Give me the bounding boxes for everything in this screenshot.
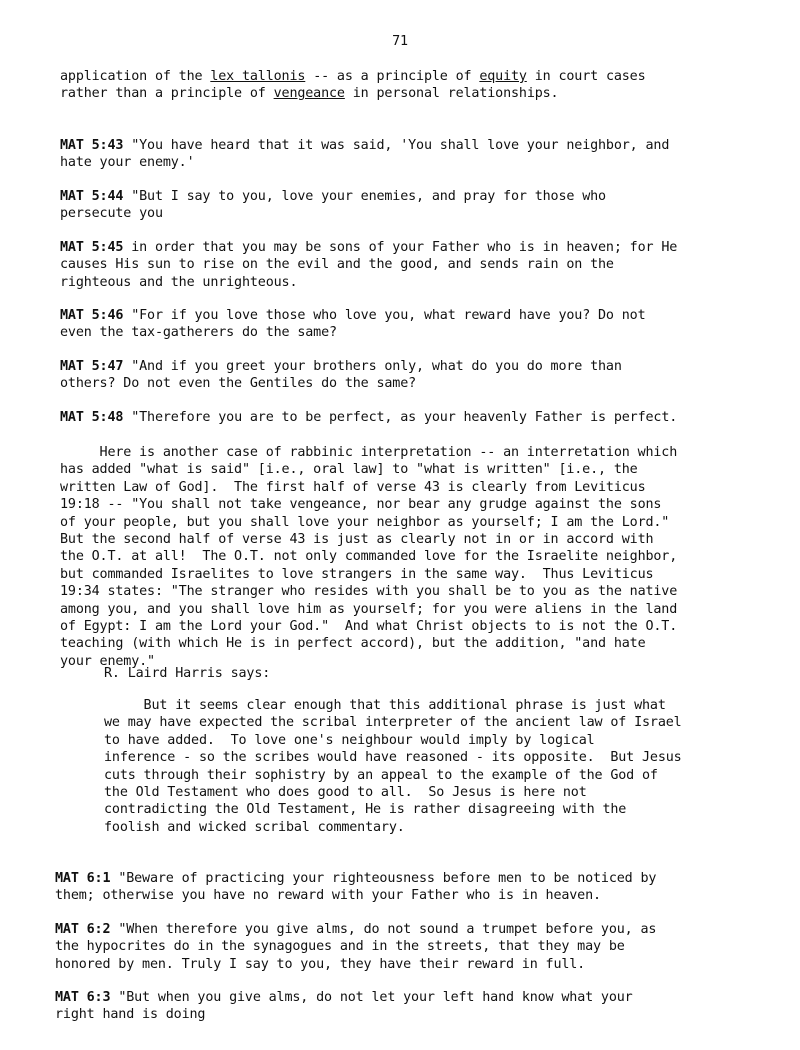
verse-text: righteous and the unrighteous. bbox=[60, 274, 298, 290]
intro-paragraph bbox=[60, 68, 750, 103]
commentary-line: but commanded Israelites to love strangers in the same way. Thus Leviticus bbox=[60, 566, 654, 582]
commentary-line: of your people, but you shall love your neighbor as yourself; I am the Lord." bbox=[60, 514, 670, 530]
commentary-line: the O.T. at all! The O.T. not only commanded love for the Israelite neighbor, bbox=[60, 549, 678, 565]
commentary-line: of Egypt: I am the Lord your God." And what Christ objects to is not the O.T. bbox=[60, 619, 678, 635]
commentary-line: 19:34 states: "The stranger who resides with you shall be to you as the native bbox=[60, 584, 678, 600]
vengeance-term: vengeance bbox=[273, 86, 345, 102]
verse-text: "But when you give alms, do not let your left hand know what your bbox=[118, 990, 633, 1005]
verse-ref: MAT 5:46 bbox=[60, 308, 124, 323]
verse-text: in order that you may be sons of your Father who is in heaven; for He bbox=[131, 240, 678, 255]
verse-ref: MAT 5:44 bbox=[60, 189, 124, 204]
commentary-line: written Law of God]. The first half of verse 43 is clearly from Leviticus bbox=[60, 479, 646, 495]
commentary-paragraph bbox=[60, 444, 750, 670]
verse-ref: MAT 6:1 bbox=[55, 871, 111, 886]
verse-mat-6-3 bbox=[55, 989, 745, 1024]
verse-mat-5-47 bbox=[60, 358, 750, 393]
intro-text: in court cases bbox=[526, 69, 646, 84]
commentary-line: Here is another case of rabbinic interpretation -- an interretation which bbox=[60, 445, 678, 460]
equity-term: equity bbox=[479, 69, 527, 84]
intro-text: application of the bbox=[60, 69, 211, 84]
verse-text: them; otherwise you have no reward with your Father who is in heaven. bbox=[55, 888, 601, 904]
verse-text: persecute you bbox=[60, 206, 163, 222]
intro-text: -- as a principle of bbox=[305, 69, 480, 84]
verse-text: "For if you love those who love you, what reward have you? Do not bbox=[131, 308, 646, 323]
verse-text: others? Do not even the Gentiles do the same? bbox=[60, 376, 417, 392]
verse-ref: MAT 6:3 bbox=[55, 990, 111, 1005]
page-number: 71 bbox=[392, 34, 408, 49]
lex-tallonis-term: lex tallonis bbox=[210, 69, 306, 84]
quote-line: But it seems clear enough that this additional phrase is just what bbox=[104, 698, 666, 713]
commentary-line: teaching (with which He is in perfect accord), but the addition, "and hate bbox=[60, 636, 646, 652]
verse-ref: MAT 5:48 bbox=[60, 410, 124, 425]
verse-mat-5-43 bbox=[60, 137, 750, 172]
verse-mat-6-2 bbox=[55, 921, 745, 973]
quote-line: foolish and wicked scribal commentary. bbox=[104, 819, 405, 835]
verse-text: right hand is doing bbox=[55, 1007, 206, 1023]
verse-mat-5-48 bbox=[60, 409, 750, 426]
harris-attribution: R. Laird Harris says: bbox=[104, 666, 271, 681]
quote-line: we may have expected the scribal interpreter of the ancient law of Israel bbox=[104, 715, 682, 731]
verse-mat-6-1 bbox=[55, 870, 745, 905]
verse-text: hate your enemy.' bbox=[60, 155, 195, 171]
commentary-line: your enemy." bbox=[60, 653, 155, 669]
verse-ref: MAT 5:43 bbox=[60, 138, 124, 153]
intro-line-1 bbox=[60, 68, 750, 85]
verse-text: even the tax-gatherers do the same? bbox=[60, 325, 337, 341]
commentary-line: But the second half of verse 43 is just as clearly not in or in accord with bbox=[60, 532, 654, 548]
verse-text: honored by men. Truly I say to you, they have their reward in full. bbox=[55, 956, 586, 972]
verse-ref: MAT 5:47 bbox=[60, 359, 124, 374]
verse-text: causes His sun to rise on the evil and the good, and sends rain on the bbox=[60, 257, 614, 273]
verse-text: "You have heard that it was said, 'You shall love your neighbor, and bbox=[131, 138, 670, 153]
commentary-line: has added "what is said" [i.e., oral law] to "what is written" [i.e., the bbox=[60, 462, 638, 478]
block-quote bbox=[104, 697, 744, 836]
quote-line: contradicting the Old Testament, He is rather disagreeing with the bbox=[104, 802, 627, 818]
intro-line-2 bbox=[60, 85, 750, 102]
verse-mat-5-45 bbox=[60, 239, 750, 291]
intro-text: rather than a principle of bbox=[60, 86, 274, 102]
verse-ref: MAT 5:45 bbox=[60, 240, 124, 255]
quote-line: the Old Testament who does good to all. So Jesus is here not bbox=[104, 785, 587, 801]
quote-line: inference - so the scribes would have reasoned - its opposite. But Jesus bbox=[104, 750, 682, 766]
verse-text: "But I say to you, love your enemies, and pray for those who bbox=[131, 189, 606, 204]
verse-text: "And if you greet your brothers only, what do you do more than bbox=[131, 359, 622, 374]
quote-line: cuts through their sophistry by an appeal to the example of the God of bbox=[104, 767, 658, 783]
verse-text: "Beware of practicing your righteousness before men to be noticed by bbox=[118, 871, 657, 886]
verse-text: "Therefore you are to be perfect, as your heavenly Father is perfect. bbox=[131, 410, 678, 425]
verse-mat-5-44 bbox=[60, 188, 750, 223]
commentary-line: among you, and you shall love him as yourself; for you were aliens in the land bbox=[60, 601, 678, 617]
commentary-line: 19:18 -- "You shall not take vengeance, nor bear any grudge against the sons bbox=[60, 497, 662, 513]
verse-text: the hypocrites do in the synagogues and in the streets, that they may be bbox=[55, 939, 625, 955]
verse-text: "When therefore you give alms, do not sound a trumpet before you, as bbox=[118, 922, 657, 937]
intro-text: in personal relationships. bbox=[344, 86, 559, 102]
quote-line: to have added. To love one's neighbour would imply by logical bbox=[104, 732, 595, 748]
verse-mat-5-46 bbox=[60, 307, 750, 342]
verse-ref: MAT 6:2 bbox=[55, 922, 111, 937]
